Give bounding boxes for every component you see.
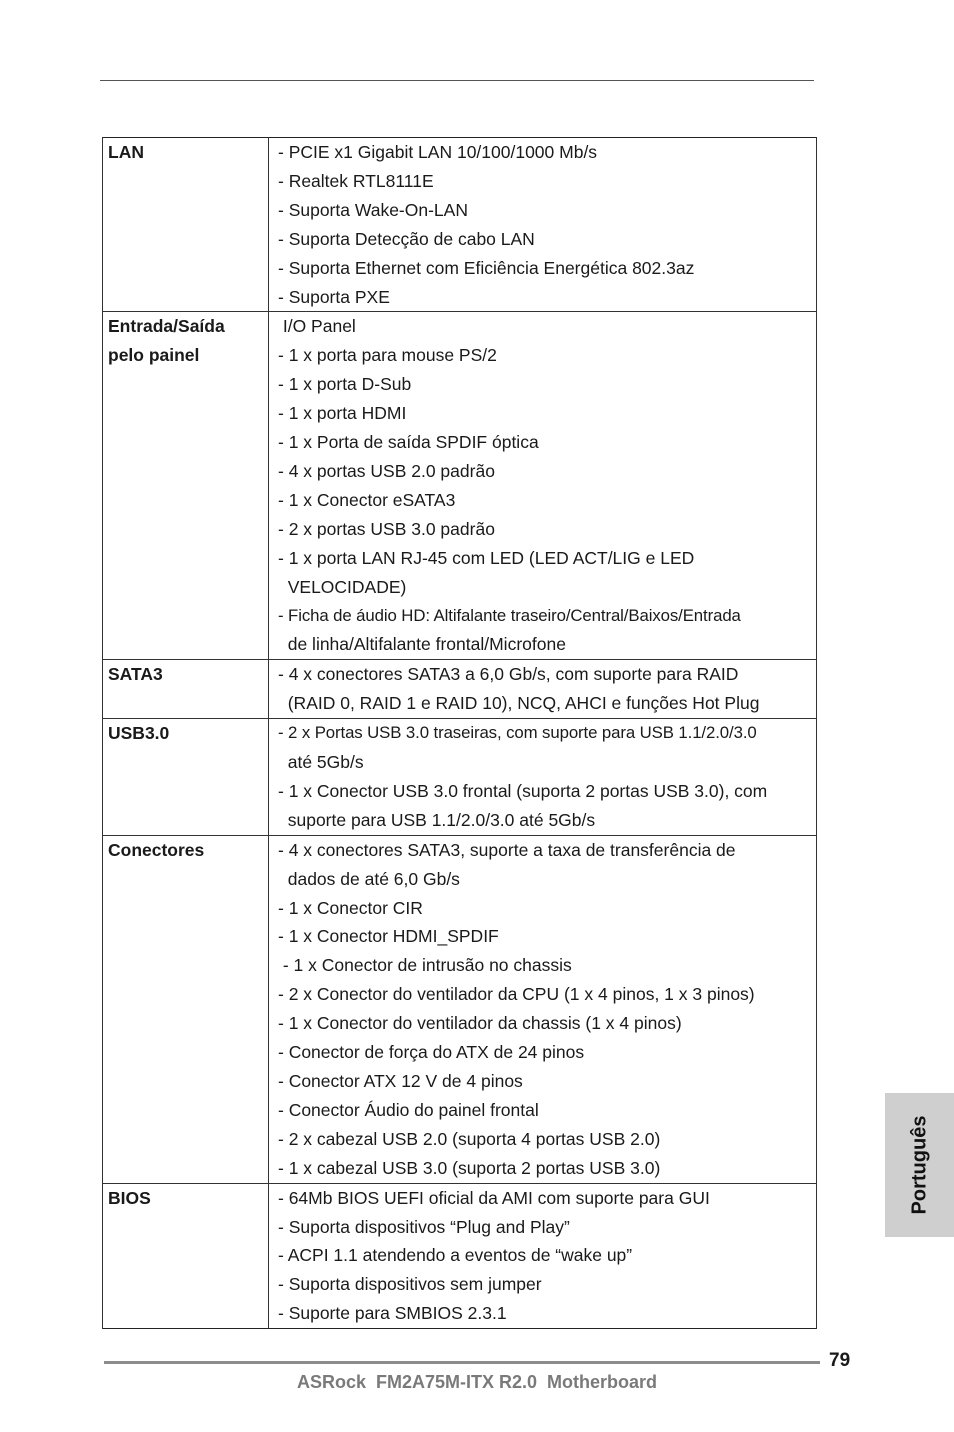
spec-line: - Conector Áudio do painel frontal [278, 1099, 539, 1120]
spec-line: - 1 x Conector eSATA3 [278, 489, 456, 510]
spec-label-cell [103, 719, 269, 836]
spec-line: - ACPI 1.1 atendendo a eventos de “wake up” [278, 1245, 633, 1266]
spec-line: - Suporta Detecção de cabo LAN [278, 228, 535, 249]
spec-label: pelo painel [108, 345, 200, 366]
spec-line: - 1 x Conector USB 3.0 frontal (suporta 2 portas USB 3.0), com [278, 780, 768, 801]
spec-line: - 1 x Conector de intrusão no chassis [278, 955, 572, 976]
spec-value-cell [269, 1183, 817, 1329]
spec-line: - Conector de força do ATX de 24 pinos [278, 1042, 585, 1063]
spec-row [103, 835, 817, 1183]
footer-product-name: ASRock FM2A75M-ITX R2.0 Motherboard [296, 1372, 658, 1392]
spec-line: - Suporta PXE [278, 286, 390, 307]
spec-line: - Conector ATX 12 V de 4 pinos [278, 1071, 523, 1091]
spec-line: suporte para USB 1.1/2.0/3.0 até 5Gb/s [278, 809, 596, 830]
spec-line: - Suporte para SMBIOS 2.3.1 [278, 1303, 507, 1324]
spec-line: - Suporta dispositivos sem jumper [278, 1274, 542, 1295]
spec-line: - 1 x Conector HDMI_SPDIF [278, 926, 499, 947]
spec-label: Conectores [108, 839, 205, 860]
language-tab [885, 1093, 954, 1237]
spec-line: - Suporta Ethernet com Eficiência Energética 802.3az [278, 257, 695, 278]
spec-line: - 2 x portas USB 3.0 padrão [278, 518, 495, 539]
spec-line: - 4 x conectores SATA3 a 6,0 Gb/s, com suporte para RAID [278, 664, 739, 685]
spec-label-cell [103, 138, 269, 312]
spec-label: Entrada/Saída [108, 316, 225, 337]
spec-line: - 1 x porta HDMI [278, 403, 407, 424]
spec-line: - 2 x Portas USB 3.0 traseiras, com suporte para USB 1.1/2.0/3.0 [278, 723, 757, 743]
spec-label-cell [103, 660, 269, 719]
spec-line: (RAID 0, RAID 1 e RAID 10), NCQ, AHCI e funções Hot Plug [278, 693, 760, 714]
top-rule [100, 80, 814, 81]
spec-line: até 5Gb/s [278, 752, 364, 773]
spec-value-cell [269, 719, 817, 836]
spec-value-cell [269, 312, 817, 660]
spec-label-cell [103, 1183, 269, 1329]
spec-line: - 2 x cabezal USB 2.0 (suporta 4 portas USB 2.0) [278, 1128, 661, 1149]
spec-line: - 2 x Conector do ventilador da CPU (1 x 4 pinos, 1 x 3 pinos) [278, 984, 755, 1005]
spec-line: - 1 x Porta de saída SPDIF óptica [278, 432, 539, 453]
spec-line: - 1 x Conector CIR [278, 897, 423, 918]
spec-line: - Suporta Wake-On-LAN [278, 199, 468, 220]
spec-line: - 1 x porta D-Sub [278, 374, 412, 395]
spec-label: USB3.0 [108, 723, 170, 744]
spec-line: - Suporta dispositivos “Plug and Play” [278, 1216, 570, 1237]
spec-label: LAN [108, 142, 144, 162]
spec-row [103, 719, 817, 836]
spec-row [103, 138, 817, 312]
spec-line: VELOCIDADE) [278, 576, 407, 597]
page-number: 79 [829, 1350, 851, 1371]
spec-row [103, 660, 817, 719]
spec-label: BIOS [108, 1187, 151, 1208]
spec-line: - 1 x porta para mouse PS/2 [278, 345, 497, 366]
spec-line: - 1 x Conector do ventilador da chassis (1 x 4 pinos) [278, 1013, 682, 1034]
spec-label-cell [103, 312, 269, 660]
spec-line: de linha/Altifalante frontal/Microfone [278, 634, 566, 655]
language-tab-label: Português [908, 1115, 930, 1215]
spec-line: - 1 x porta LAN RJ-45 com LED (LED ACT/LIG e LED [278, 547, 695, 568]
spec-table [102, 137, 817, 1329]
spec-line: - Realtek RTL8111E [278, 170, 434, 191]
spec-line: - PCIE x1 Gigabit LAN 10/100/1000 Mb/s [278, 142, 598, 162]
spec-value-cell [269, 660, 817, 719]
spec-line: dados de até 6,0 Gb/s [278, 868, 460, 889]
spec-value-cell [269, 138, 817, 312]
spec-label-cell [103, 835, 269, 1183]
spec-line: - 1 x cabezal USB 3.0 (suporta 2 portas USB 3.0) [278, 1157, 661, 1178]
spec-line: - 64Mb BIOS UEFI oficial da AMI com suporte para GUI [278, 1187, 710, 1208]
spec-value-cell [269, 835, 817, 1183]
spec-row [103, 312, 817, 660]
spec-line: - 4 x portas USB 2.0 padrão [278, 460, 495, 481]
spec-line: - Ficha de áudio HD: Altifalante traseiro/Central/Baixos/Entrada [278, 605, 741, 625]
spec-label: SATA3 [108, 664, 163, 685]
spec-row [103, 1183, 817, 1329]
spec-line: - 4 x conectores SATA3, suporte a taxa de transferência de [278, 839, 736, 860]
bottom-rule [104, 1361, 820, 1364]
spec-line: I/O Panel [278, 316, 356, 337]
